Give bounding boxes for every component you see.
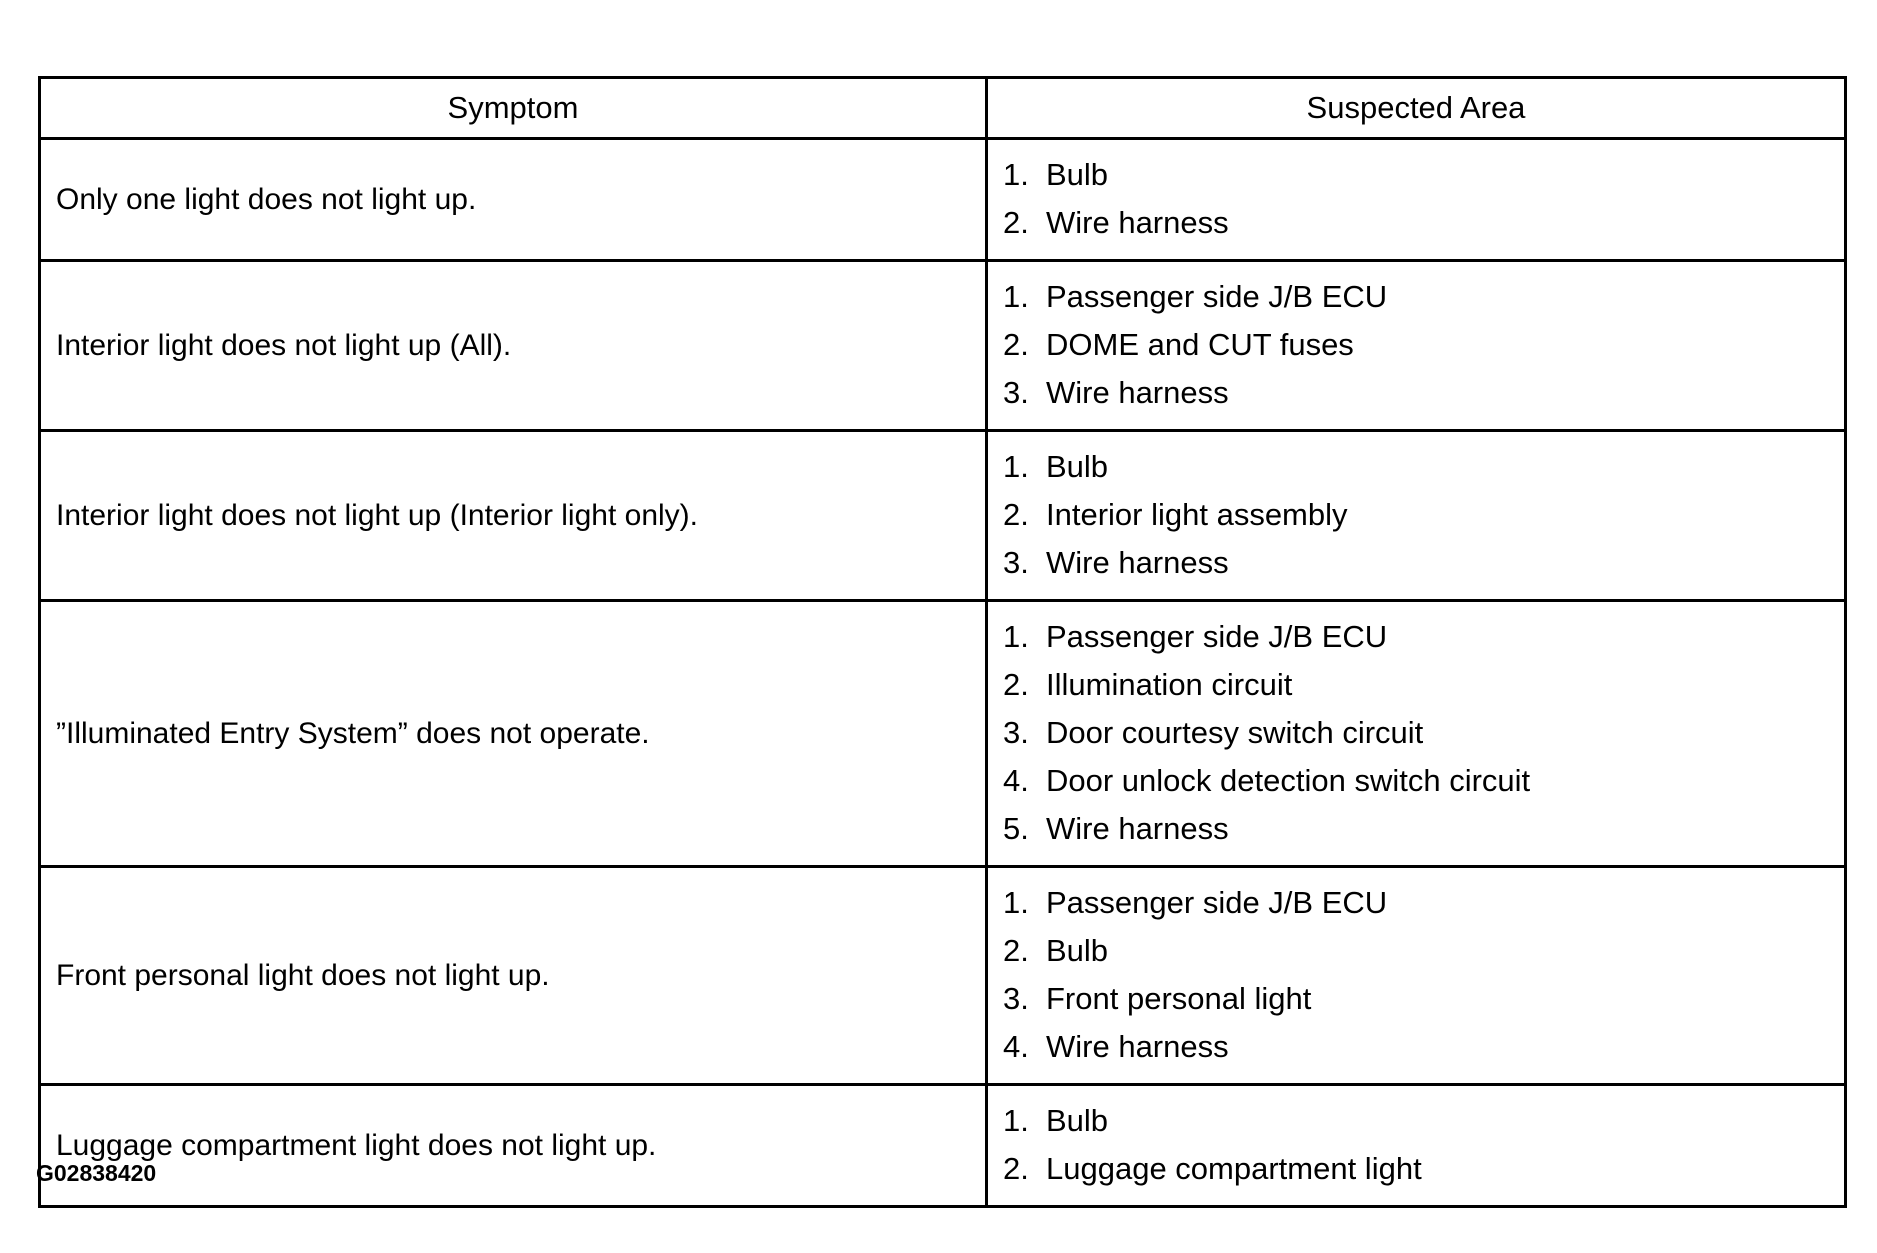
header-row [40, 78, 1846, 139]
symptom-table [38, 76, 1847, 1208]
list-item-number: 1. [1003, 449, 1029, 484]
suspected-area-cell [987, 601, 1846, 867]
table-row [40, 261, 1846, 431]
list-item-text: Front personal light [1046, 981, 1312, 1016]
list-item-number: 2. [1003, 1151, 1029, 1186]
list-item-text: Wire harness [1046, 375, 1229, 410]
list-item-text: Bulb [1046, 933, 1109, 968]
suspected-area-list [988, 1097, 1844, 1193]
list-item-number: 3. [1003, 981, 1029, 1016]
list-item-number: 2. [1003, 327, 1029, 362]
symptom-cell: Front personal light does not light up. [40, 867, 987, 1085]
list-item [988, 613, 1844, 661]
list-item-text: Passenger side J/B ECU [1046, 619, 1388, 654]
list-item [988, 1023, 1844, 1071]
suspected-area-list [988, 443, 1844, 587]
table-row [40, 431, 1846, 601]
table-row [40, 1085, 1846, 1207]
list-item-text: Bulb [1046, 449, 1109, 484]
list-item-number: 3. [1003, 715, 1029, 750]
list-item [988, 443, 1844, 491]
list-item-number: 3. [1003, 545, 1029, 580]
list-item-text: Bulb [1046, 1103, 1109, 1138]
list-item [988, 369, 1844, 417]
list-item-number: 2. [1003, 933, 1029, 968]
list-item [988, 539, 1844, 587]
list-item [988, 199, 1844, 247]
list-item-text: Wire harness [1046, 545, 1229, 580]
list-item-number: 4. [1003, 763, 1029, 798]
list-item-number: 2. [1003, 497, 1029, 532]
list-item-number: 1. [1003, 279, 1029, 314]
suspected-area-column-header: Suspected Area [987, 78, 1846, 139]
list-item [988, 151, 1844, 199]
list-item [988, 805, 1844, 853]
list-item-text: Wire harness [1046, 1029, 1229, 1064]
suspected-area-cell [987, 867, 1846, 1085]
list-item [988, 491, 1844, 539]
list-item-text: Door courtesy switch circuit [1046, 715, 1424, 750]
list-item-text: Wire harness [1046, 205, 1229, 240]
list-item-number: 1. [1003, 1103, 1029, 1138]
list-item [988, 1145, 1844, 1193]
symptom-cell: Luggage compartment light does not light up. [40, 1085, 987, 1207]
list-item-text: Passenger side J/B ECU [1046, 279, 1388, 314]
list-item-text: Wire harness [1046, 811, 1229, 846]
list-item-text: Passenger side J/B ECU [1046, 885, 1388, 920]
symptom-cell: Only one light does not light up. [40, 139, 987, 261]
table-row [40, 867, 1846, 1085]
table-row [40, 139, 1846, 261]
list-item [988, 709, 1844, 757]
list-item [988, 757, 1844, 805]
list-item-number: 5. [1003, 811, 1029, 846]
suspected-area-list [988, 879, 1844, 1071]
list-item-number: 1. [1003, 157, 1029, 192]
list-item [988, 273, 1844, 321]
symptom-column-header: Symptom [40, 78, 987, 139]
list-item [988, 1097, 1844, 1145]
list-item [988, 975, 1844, 1023]
list-item [988, 661, 1844, 709]
list-item-text: Interior light assembly [1046, 497, 1348, 532]
suspected-area-cell [987, 431, 1846, 601]
list-item-text: DOME and CUT fuses [1046, 327, 1354, 362]
symptom-cell: Interior light does not light up (All). [40, 261, 987, 431]
list-item-number: 1. [1003, 619, 1029, 654]
table-header [40, 78, 1846, 139]
suspected-area-cell [987, 139, 1846, 261]
list-item-text: Luggage compartment light [1046, 1151, 1422, 1186]
list-item-text: Door unlock detection switch circuit [1046, 763, 1531, 798]
table-body [40, 139, 1846, 1207]
list-item-number: 2. [1003, 667, 1029, 702]
list-item [988, 879, 1844, 927]
table-row [40, 601, 1846, 867]
list-item-number: 1. [1003, 885, 1029, 920]
list-item [988, 321, 1844, 369]
list-item-text: Bulb [1046, 157, 1109, 192]
symptom-cell: Interior light does not light up (Interior light only). [40, 431, 987, 601]
list-item-number: 3. [1003, 375, 1029, 410]
list-item-text: Illumination circuit [1046, 667, 1293, 702]
list-item-number: 2. [1003, 205, 1029, 240]
suspected-area-cell [987, 1085, 1846, 1207]
suspected-area-list [988, 151, 1844, 247]
list-item-number: 4. [1003, 1029, 1029, 1064]
suspected-area-list [988, 613, 1844, 853]
figure-id: G02838420 [36, 1160, 157, 1186]
suspected-area-list [988, 273, 1844, 417]
suspected-area-cell [987, 261, 1846, 431]
symptom-cell: ”Illuminated Entry System” does not operate. [40, 601, 987, 867]
list-item [988, 927, 1844, 975]
